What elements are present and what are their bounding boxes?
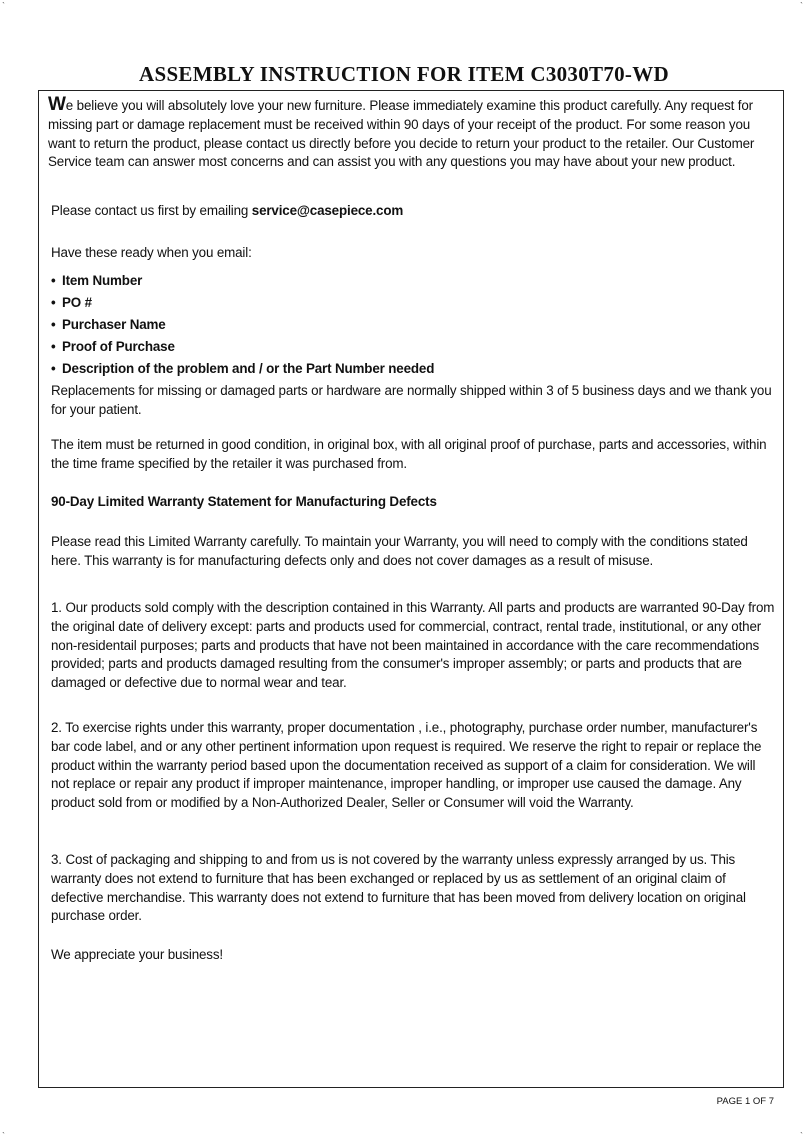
bullet-icon: • <box>51 273 56 288</box>
list-item: • PO # <box>51 292 434 314</box>
contact-prefix: Please contact us first by emailing <box>51 203 252 218</box>
list-item: • Item Number <box>51 270 434 292</box>
corner-mark-top-right: ` <box>800 1 803 11</box>
list-item: • Proof of Purchase <box>51 336 434 358</box>
required-info-list <box>51 270 434 380</box>
bullet-icon: • <box>51 361 56 376</box>
corner-mark-bottom-left: ` <box>2 1131 5 1141</box>
page-title: ASSEMBLY INSTRUCTION FOR ITEM C3030T70-WD <box>139 62 669 86</box>
corner-mark-top-left: ` <box>2 1 5 11</box>
warranty-clause-1: 1. Our products sold comply with the description contained in this Warranty. All parts and products are warranted 90-Day from the original date of delivery except: parts and products used for commercial, contract, rental trade, institutional, or any other non-residentail purposes; parts and products that have not been maintained in accordance with the care recommendations provided; parts and products damaged resulting from the consumer's improper assembly; or parts and products that are damaged or defective due to normal wear and tear. <box>51 600 775 691</box>
contact-line <box>51 202 775 221</box>
contact-email-link[interactable]: service@casepiece.com <box>251 203 404 218</box>
list-item: • Description of the problem and / or the Part Number needed <box>51 358 434 380</box>
ready-heading: Have these ready when you email: <box>51 245 252 260</box>
page-number: PAGE 1 OF 7 <box>716 1096 774 1107</box>
warranty-clause-2: 2. To exercise rights under this warranty, proper documentation , i.e., photography, purchase order number, manufacturer's bar code label, and or any other pertinent information upon request is required. We reserve the right to repair or replace the product within the warranty period based upon the documentation received as support of a claim for consideration. We will not replace or repair any product if improper maintenance, improper handling, or improper use caused the damage. Any product sold from or modified by a Non-Authorized Dealer, Seller or Consumer will void the Warranty. <box>51 720 762 811</box>
bullet-icon: • <box>51 295 56 310</box>
closing-line: We appreciate your business! <box>51 947 223 962</box>
replacements-paragraph: Replacements for missing or damaged parts or hardware are normally shipped within 3 of 5 business days and we thank you for your patient. <box>51 383 772 417</box>
corner-mark-bottom-right: ` <box>800 1131 803 1141</box>
warranty-heading: 90-Day Limited Warranty Statement for Manufacturing Defects <box>51 494 437 509</box>
bullet-icon: • <box>51 317 56 332</box>
warranty-clause-3: 3. Cost of packaging and shipping to and from us is not covered by the warranty unless expressly arranged by us. This warranty does not extend to furniture that has been exchanged or replaced by us as settlement of an original claim of defective merchandise. This warranty does not extend to furniture that has been moved from delivery location on original purchase order. <box>51 852 746 924</box>
list-item: • Purchaser Name <box>51 314 434 336</box>
intro-paragraph <box>48 94 780 172</box>
intro-drop-letter: W <box>48 94 66 115</box>
return-paragraph: The item must be returned in good condition, in original box, with all original proof of purchase, parts and accessories, within the time frame specified by the retailer it was purchased from. <box>51 437 767 471</box>
content-frame <box>38 90 784 1088</box>
intro-text: e believe you will absolutely love your new furniture. Please immediately examine this product carefully. Any request for missing part or damage replacement must be received within 90 days of your receipt of the product. For some reason you want to return the product, please contact us directly before you decide to return your product to the retailer. Our Customer Service team can answer most concerns and can assist you with any questions you may have about your new product. <box>48 98 755 170</box>
warranty-intro-paragraph: Please read this Limited Warranty carefully. To maintain your Warranty, you will need to comply with the conditions stated here. This warranty is for manufacturing defects only and does not cover damages as a result of misuse. <box>51 534 748 568</box>
bullet-icon: • <box>51 339 56 354</box>
